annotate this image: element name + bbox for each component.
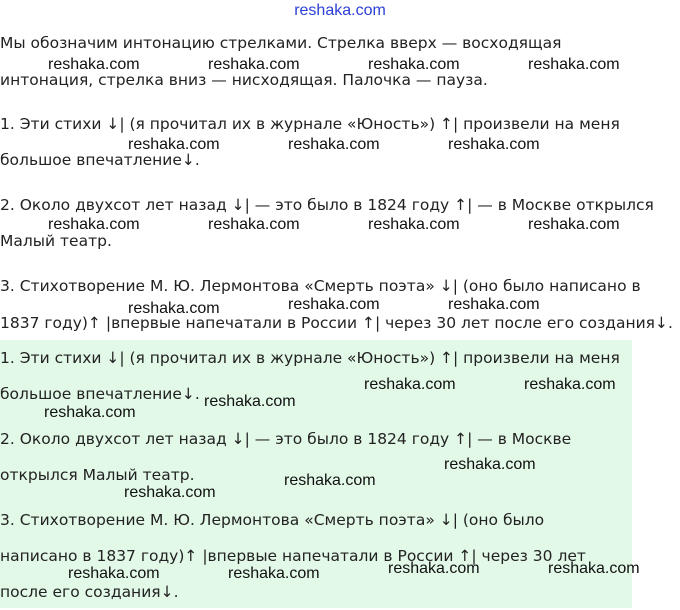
watermark: reshaka.com xyxy=(284,472,376,489)
watermark: reshaka.com xyxy=(364,376,456,393)
answer-1-line-2: большое впечатление↓. xyxy=(0,385,200,403)
watermark: reshaka.com xyxy=(528,216,620,233)
site-header-link[interactable]: reshaka.com xyxy=(294,2,386,19)
answer-3-line-2: написано в 1837 году)↑ |впервые напечатали в России ↑| через 30 лет xyxy=(0,547,586,565)
marked-3-line-1: 3. Стихотворение М. Ю. Лермонтова «Смерть поэта» ↓| (оно было написано в xyxy=(0,277,641,295)
answer-2-line-1: 2. Около двухсот лет назад ↓| — это было в 1824 году ↑| — в Москве xyxy=(0,430,572,448)
marked-2-line-2: Малый театр. xyxy=(0,232,112,250)
watermark: reshaka.com xyxy=(48,56,140,73)
marked-2-line-1: 2. Около двухсот лет назад ↓| — это было в 1824 году ↑| — в Москве открылся xyxy=(0,196,654,214)
watermark: reshaka.com xyxy=(48,216,140,233)
marked-3-line-2: 1837 году)↑ |впервые напечатали в России ↑| через 30 лет после его создания↓. xyxy=(0,314,673,332)
watermark: reshaka.com xyxy=(288,296,380,313)
watermark: reshaka.com xyxy=(444,456,536,473)
watermark: reshaka.com xyxy=(368,56,460,73)
answer-3-line-3: после его создания↓. xyxy=(0,583,179,601)
watermark: reshaka.com xyxy=(228,565,320,582)
watermark: reshaka.com xyxy=(288,136,380,153)
watermark: reshaka.com xyxy=(128,136,220,153)
watermark: reshaka.com xyxy=(128,300,220,317)
watermark: reshaka.com xyxy=(448,136,540,153)
intro-line-1: Мы обозначим интонацию стрелками. Стрелка вверх — восходящая xyxy=(0,34,562,52)
watermark: reshaka.com xyxy=(388,560,480,577)
answer-3-line-1: 3. Стихотворение М. Ю. Лермонтова «Смерть поэта» ↓| (оно было xyxy=(0,511,545,529)
marked-1-line-2: большое впечатление↓. xyxy=(0,151,200,169)
watermark: reshaka.com xyxy=(208,216,300,233)
watermark: reshaka.com xyxy=(548,560,640,577)
marked-1-line-1: 1. Эти стихи ↓| (я прочитал их в журнале «Юность») ↑| произвели на меня xyxy=(0,115,620,133)
watermark: reshaka.com xyxy=(524,376,616,393)
answer-2-line-2: открылся Малый театр. xyxy=(0,466,195,484)
watermark: reshaka.com xyxy=(448,296,540,313)
watermark: reshaka.com xyxy=(208,56,300,73)
watermark: reshaka.com xyxy=(124,484,216,501)
watermark: reshaka.com xyxy=(528,56,620,73)
watermark: reshaka.com xyxy=(204,393,296,410)
intro-line-2: интонация, стрелка вниз — нисходящая. Палочка — пауза. xyxy=(0,71,488,89)
answer-1-line-1: 1. Эти стихи ↓| (я прочитал их в журнале «Юность») ↑| произвели на меня xyxy=(0,349,620,367)
watermark: reshaka.com xyxy=(68,565,160,582)
watermark: reshaka.com xyxy=(368,216,460,233)
watermark: reshaka.com xyxy=(44,404,136,421)
